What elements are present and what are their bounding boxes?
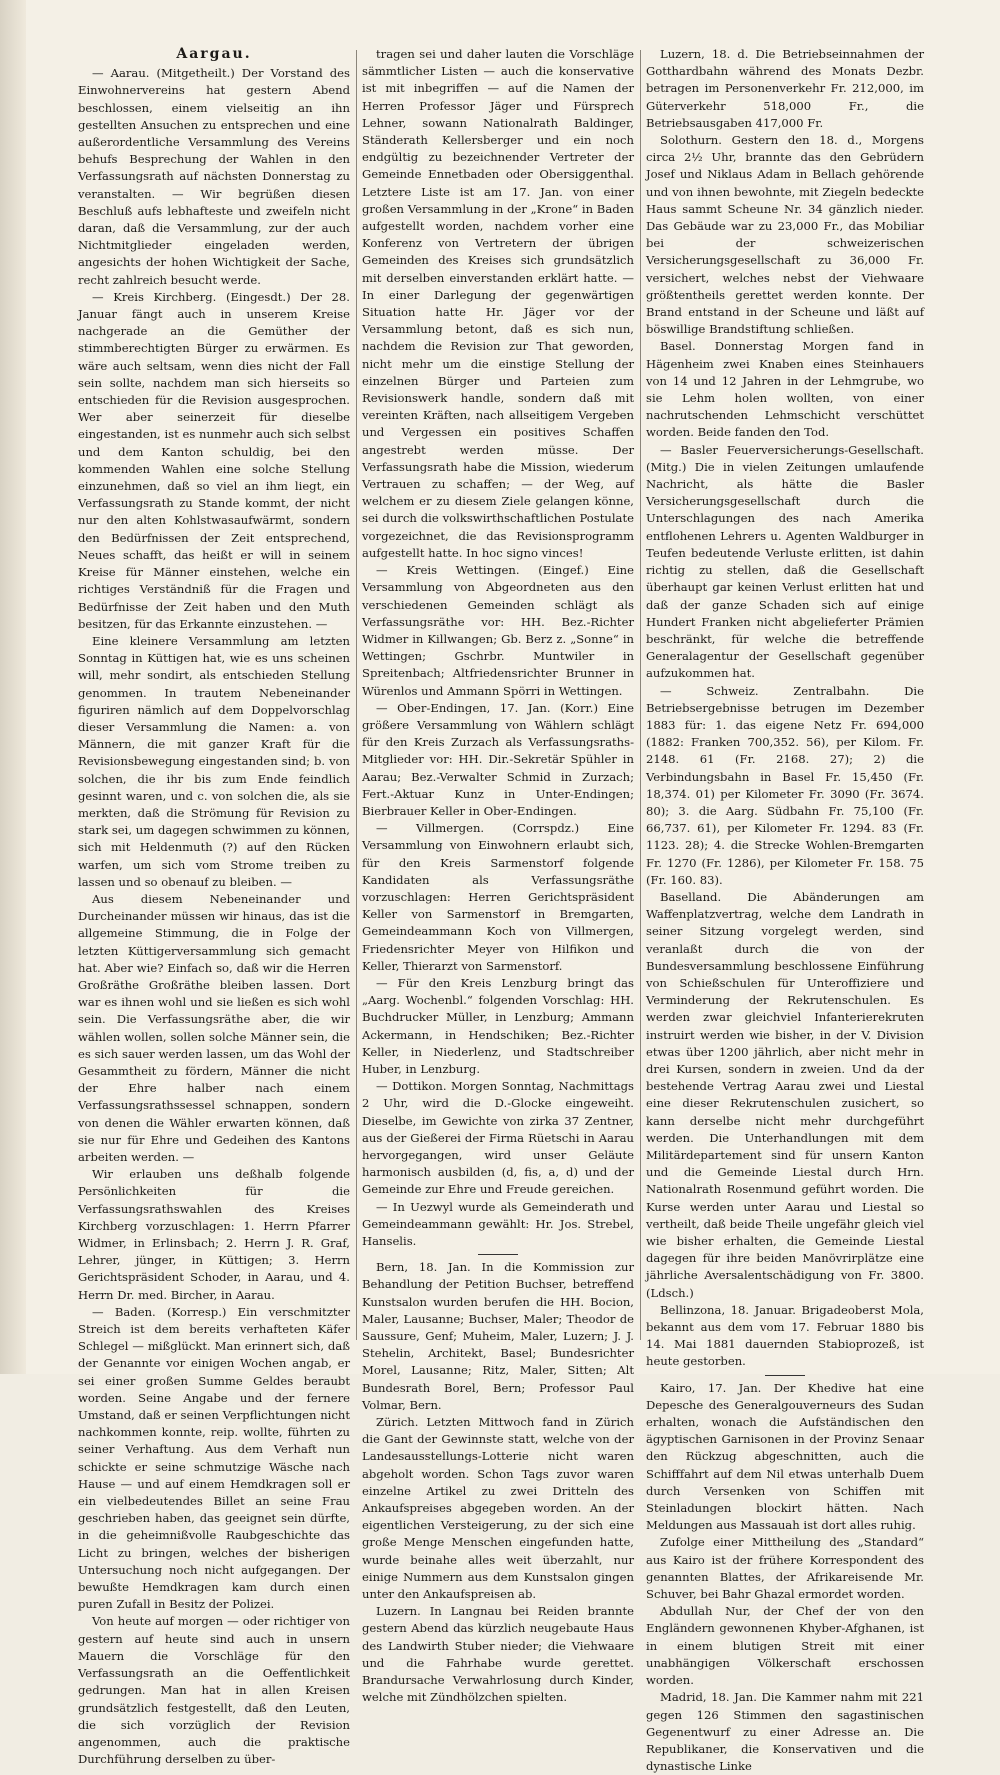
column-rule bbox=[640, 50, 641, 1340]
article-bern: Bern, 18. Jan. In die Kommission zur Behandlung der Petition Buchser, betreffend Kunstsalon wurden berufen die HH. Bocion, Maler, Lausanne; Buchser, Maler; Theodor de Saussure, Genf; Muheim, Maler, Luzern; J. J. Stehelin, Architekt, Basel; Bundesrichter Morel, Lausanne; Ritz, Maler, Sitten; Alt Bundesrath Borel, Bern; Professor Paul Volmar, Bern. bbox=[362, 1260, 634, 1412]
article-villmergen: — Villmergen. (Corrspdz.) Eine Versammlung von Einwohnern erlaubt sich, für den Kreis Sarmenstorf folgende Kandidaten als Verfassungsräthe vorzuschlagen: Herren Gerichtspräsident Keller von Sarmenstorf in Bremgarten, Gemeindeammann Koch von Villmergen, Friedensrichter Meyer von Hilfikon und Keller, Thierarzt von Sarmenstorf. bbox=[362, 821, 634, 973]
article-kuettigen: Eine kleinere Versammlung am letzten Sonntag in Küttigen hat, wie es uns scheinen will, mehr sondirt, als entschieden Stellung genommen. In trautem Nebeneinander figuriren nämlich auf dem Doppelvorschlag dieser Versammlung die Namen: a. von Männern, die mit ganzer Kraft für die Revisionsbewegung eingestanden sind; b. von solchen, die ihr bis zum Ende feindlich gesinnt waren, und c. von solchen die, als sie merkten, daß die Strömung für Revision zu stark sei, um dagegen schwimmen zu können, sich mit Heldenmuth (?) auf den Rücken warfen, um sich vom Strome treiben zu lassen und so obenauf zu bleiben. — bbox=[78, 633, 350, 889]
column-1 bbox=[78, 46, 350, 1767]
column-rule bbox=[356, 50, 357, 1340]
article-baselland: Baselland. Die Abänderungen am Waffenplatzvertrag, welche dem Landrath in seiner Sitzung vorgelegt werden, sind veranlaßt durch die von der Bundesversammlung beschlossene Einführung von Schießschulen für Unteroffiziere und Verminderung der Rekrutenschulen. Es werden zwar gleichviel Infanterierekruten instruirt werden wie bisher, in der V. Division etwas über 1200 jährlich, aber nicht mehr in drei Kursen, sondern in zweien. Und da der bestehende Vertrag Aarau zwei und Liestal eine dieser Rekrutenschulen zusichert, so kann derselbe nicht mehr durchgeführt werden. Die Unterhandlungen mit dem Militärdepartement sind für unsern Kanton und die Gemeinde Liestal durch Hrn. Nationalrath Rosenmund geführt worden. Die Kurse werden unter Aarau und Liestal so vertheilt, daß beide Theile ungefähr gleich viel wie bisher erhalten, die Gemeinde Liestal dagegen für ihre beiden Manövrirplätze eine jährliche Aversalentschädigung von Fr. 3800. (Ldsch.) bbox=[646, 889, 924, 1300]
article-lenzburg: — Für den Kreis Lenzburg bringt das „Aarg. Wochenbl.“ folgenden Vorschlag: HH. Buchdrucker Müller, in Lenzburg; Ammann Ackermann, in Hendschiken; Bez.-Richter Keller, in Niederlenz, und Stadtschreiber Huber, in Lenzburg. bbox=[362, 975, 634, 1076]
article-baden-cont: tragen sei und daher lauten die Vorschläge sämmtlicher Listen — auch die konservative ist mit inbegriffen — auf die Namen der Herren Professor Jäger und Fürsprech Lehner, sowann Nationalrath Baldinger, Ständerath Kellersberger und ein noch endgültig zu bezeichnender Vertreter der Gemeinde Ennetbaden oder Obersiggenthal. Letztere Liste ist am 17. Jan. von einer großen Versammlung in der „Krone“ in Baden aufgestellt worden, nachdem vorher eine Konferenz von Vertretern der übrigen Gemeinden des Kreises sich grundsätzlich mit derselben einverstanden erklärt hatte. — In einer Darlegung der gegenwärtigen Situation hatte Hr. Jäger vor der Versammlung betont, daß es sich nun, nachdem die Revision zur That geworden, nicht mehr um die einstige Stellung der einzelnen Bürger und Parteien zum Revisionswerk handle, sondern daß mit vereinten Kräften, nach allseitigem Vergeben und Vergessen ein positives Schaffen angestrebt werden müsse. Der Verfassungsrath habe die Mission, wiederum Vertrauen zu schaffen; — der Weg, auf welchem er zu diesem Ziele gelangen könne, sei durch die volkswirthschaftlichen Postulate vorgezeichnet, die das Revisionsprogramm aufgestellt hatte. In hoc signo vinces! bbox=[362, 47, 634, 560]
article-zentralbahn: — Schweiz. Zentralbahn. Die Betriebsergebnisse betrugen im Dezember 1883 für: 1. das eigene Netz Fr. 694,000 (1882: Franken 700,352. 56), per Kilom. Fr. 2148. 61 (Fr. 2168. 27); 2) die Verbindungsbahn in Basel Fr. 15,450 (Fr. 18,374. 01) per Kilometer Fr. 3090 (Fr. 3674. 80); 3. die Aarg. Südbahn Fr. 75,100 (Fr. 66,737. 61), per Kilometer Fr. 1294. 83 (Fr. 1123. 28); 4. die Strecke Wohlen-Bremgarten Fr. 1270 (Fr. 1286), per Kilometer Fr. 158. 75 (Fr. 160. 83). bbox=[646, 683, 924, 887]
column-3 bbox=[646, 46, 924, 1774]
article-kairo: Kairo, 17. Jan. Der Khedive hat eine Depesche des Generalgouverneurs des Sudan erhalten, wonach die Aufständischen den ägyptischen Garnisonen in der Provinz Senaar den Rückzug abgeschnitten, auch die Schifffahrt auf dem Nil etwas unterhalb Duem durch Versenken von Schiffen mit Steinladungen blockirt hätten. Nach Meldungen aus Massauah ist dort alles ruhig. bbox=[646, 1380, 924, 1533]
article-baden: — Baden. (Korresp.) Ein verschmitzter Streich ist dem bereits verhafteten Käfer Schlegel — mißglückt. Man erinnert sich, daß der Genannte vor einigen Wochen angab, er sei einer großen Summe Geldes beraubt worden. Seine Angabe und der fernere Umstand, daß er seinen Verpflichtungen nicht nachkommen konnte, reip. wollte, führten zu seiner Verhaftung. Aus dem Verhaft nun schickte er seine schmutzige Wäsche nach Hause — und auf einem Hemdkragen soll er ein vielbedeutendes Billet an seine Frau geschrieben haben, das geeignet sein dürfte, in die geheimnißvolle Raubgeschichte das Licht zu bringen, welches der bisherigen Untersuchung noch nicht aufgegangen. Der bewußte Hemdkragen kam durch einen puren Zufall in Besitz der Polizei. bbox=[78, 1304, 350, 1612]
article-nebeneinander: Aus diesem Nebeneinander und Durcheinander müssen wir hinaus, das ist die allgemeine Stimmung, die in Folge der letzten Küttigerversammlung sich gemacht hat. Aber wie? Einfach so, daß wir die Herren Großräthe Großräthe bleiben lassen. Dort war es ihnen wohl und sie ließen es sich wohl sein. Die Verfassungsräthe aber, die wir wählen wollen, sollen solche Männer sein, die es sich sauer werden lassen, um das Wohl der Gesammtheit zu fördern, Männer die nicht der Ehre halber nach einem Verfassungsrathssessel schnappen, sondern von denen die Wähler erwarten können, daß sie nur für Ehre und Gedeihen des Kantons arbeiten werden. — bbox=[78, 891, 350, 1164]
article-uezwyl: — In Uezwyl wurde als Gemeinderath und Gemeindeammann gewählt: Hr. Jos. Strebel, Hanselis. bbox=[362, 1199, 634, 1249]
article-bellinzona: Bellinzona, 18. Januar. Brigadeoberst Mola, bekannt aus dem vom 17. Februar 1880 bis 14. Mai 1881 dauernden Stabioprozeß, ist heute gestorben. bbox=[646, 1302, 924, 1369]
article-basel: Basel. Donnerstag Morgen fand in Hägenheim zwei Knaben eines Steinhauers von 14 und 12 Jahren in der Lehmgrube, wo sie Lehm holen wollten, von einer nachrutschenden Lehmschicht verschüttet worden. Beide fanden den Tod. bbox=[646, 339, 924, 440]
article-kirchberg: — Kreis Kirchberg. (Eingesdt.) Der 28. Januar fängt auch in unserem Kreise nachgerade an die Gemüther der stimmberechtigten Bürger zu erwärmen. Es wäre auch seltsam, wenn dies nicht der Fall sein sollte, nachdem man sich hierseits so entschieden für die Revision ausgesprochen. Wer aber seinerzeit für dieselbe eingestanden, ist es nunmehr auch sich selbst und dem Kanton schuldig, bei den kommenden Wahlen eine solche Stellung einzunehmen, daß so viel an ihm liegt, ein Verfassungsrath zu Stande kommt, der nicht nur den alten Kohlstwasaufwärmt, sondern den Bedürfnissen der Zeit entsprechend, Neues schafft, das heißt er will in seinem Kreise für Männer einstehen, welche ein richtiges Verständniß für die Fragen und Bedürfnisse der Zeit haben und den Muth besitzen, für das Erkannte einzustehen. — bbox=[78, 289, 350, 631]
divider bbox=[478, 1254, 518, 1255]
article-standard: Zufolge einer Mittheilung des „Standard“ aus Kairo ist der frühere Korrespondent des genannten Blattes, der Afrikareisende Mr. Schuver, bei Bahr Ghazal ermordet worden. bbox=[646, 1535, 924, 1602]
article-abdullah: Abdullah Nur, der Chef der von den Engländern gewonnenen Khyber-Afghanen, ist in einem blutigen Streit mit einer unabhängigen Völkerschaft erschossen worden. bbox=[646, 1604, 924, 1688]
article-luzern-gotthard: Luzern, 18. d. Die Betriebseinnahmen der Gotthardbahn während des Monats Dezbr. betragen im Personenverkehr Fr. 212,000, im Güterverkehr 518,000 Fr., die Betriebsausgaben 417,000 Fr. bbox=[646, 47, 924, 130]
article-ober-endingen: — Ober-Endingen, 17. Jan. (Korr.) Eine größere Versammlung von Wählern schlägt für den Kreis Zurzach als Verfassungsraths-Mitglieder vor: HH. Dir.-Sekretär Spühler in Aarau; Bez.-Verwalter Schmid in Zurzach; Fert.-Aktuar Kunz in Unter-Endingen; Bierbrauer Keller in Ober-Endingen. bbox=[362, 700, 634, 818]
article-basler-feuer: — Basler Feuerversicherungs-Gesellschaft. (Mitg.) Die in vielen Zeitungen umlaufende Nachricht, als hätte die Basler Versicherungsgesellschaft durch die Unterschlagungen des nach Amerika entflohenen Lehrers u. Agenten Waldburger in Teufen bedeutende Verluste erlitten, ist dahin richtig zu stellen, daß die Gesellschaft überhaupt gar keinen Verlust erlitten hat und daß der ganze Schaden sich auf einige Hundert Franken nicht abgelieferter Prämien beschränkt, für welche die betreffende Generalagentur der Gesellschaft gegenüber aufzukommen hat. bbox=[646, 442, 924, 681]
article-madrid: Madrid, 18. Jan. Die Kammer nahm mit 221 gegen 126 Stimmen den sagastinischen Gegenentwurf zu einer Adresse an. Die Republikaner, die Konservativen und die dynastische Linke bbox=[646, 1690, 924, 1774]
article-aarau: — Aarau. (Mitgetheilt.) Der Vorstand des Einwohnervereins hat gestern Abend beschlossen, einem vielseitig an ihn gestellten Ansuchen zu entsprechen und eine außerordentliche Versammlung des Vereins behufs Besprechung der Wahlen in den Verfassungsrath auf nächsten Donnerstag zu veranstalten. — Wir begrüßen diesen Beschluß aufs lebhafteste und zweifeln nicht daran, daß die Versammlung, zur der auch Nichtmitglieder eingeladen werden, angesichts der hohen Wichtigkeit der Sache, recht zahlreich besucht werde. bbox=[78, 66, 350, 287]
page-edge bbox=[0, 0, 26, 1374]
article-zuerich: Zürich. Letzten Mittwoch fand in Zürich die Gant der Gewinnste statt, welche von der Landesausstellungs-Lotterie nicht waren abgeholt worden. Schon Tags zuvor waren einzelne Artikel zu zwei Dritteln des Ankaufspreises abgegeben worden. An der eigentlichen Versteigerung, zu der sich eine große Menge Menschen eingefunden hatte, wurde beinahe alles weit überzahlt, nur einige Nummern aus dem Kunstsalon gingen unter den Ankaufspreisen ab. bbox=[362, 1415, 634, 1602]
article-vorschlag: Wir erlauben uns deßhalb folgende Persönlichkeiten für die Verfassungsrathswahlen des Kreises Kirchberg vorzuschlagen: 1. Herrn Pfarrer Widmer, in Erlinsbach; 2. Herrn J. R. Graf, Lehrer, jünger, in Küttigen; 3. Herrn Gerichtspräsident Schoder, in Aarau, und 4. Herrn Dr. med. Bircher, in Aarau. bbox=[78, 1167, 350, 1302]
article-luzern-langnau: Luzern. In Langnau bei Reiden brannte gestern Abend das kürzlich neugebaute Haus des Landwirth Stuber nieder; die Viehwaare und die Fahrhabe wurde gerettet. Brandursache Verwahrlosung durch Kinder, welche mit Zündhölzchen spielten. bbox=[362, 1604, 634, 1705]
section-title: Aargau. bbox=[176, 46, 252, 62]
article-dottikon: — Dottikon. Morgen Sonntag, Nachmittags 2 Uhr, wird die D.-Glocke eingeweiht. Dieselbe, im Gewichte von zirka 37 Zentner, aus der Gießerei der Firma Rüetschi in Aarau hervorgegangen, wird unser Geläute harmonisch ausbilden (d, fis, a, d) und der Gemeinde zur Ehre und Freude gereichen. bbox=[362, 1079, 634, 1197]
article-baden-vorschlaege: Von heute auf morgen — oder richtiger von gestern auf heute sind auch in unsern Mauern die Vorschläge für den Verfassungsrath an die Oeffentlichkeit gedrungen. Man hat in allen Kreisen grundsätzlich festgestellt, daß den Leuten, die sich vorzüglich der Revision angenommen, auch die praktische Durchführung derselben zu über- bbox=[78, 1614, 350, 1767]
divider bbox=[765, 1375, 805, 1376]
article-solothurn: Solothurn. Gestern den 18. d., Morgens circa 2½ Uhr, brannte das den Gebrüdern Josef und Niklaus Adam in Bellach gehörende und von ihnen bewohnte, mit Ziegeln bedeckte Haus sammt Scheune Nr. 34 gänzlich nieder. Das Gebäude war zu 23,000 Fr., das Mobiliar bei der schweizerischen Versicherungsgesellschaft zu 36,000 Fr. versichert, welches nebst der Viehwaare größtentheils gerettet werden konnte. Der Brand entstand in der Scheune und läßt auf böswillige Brandstiftung schließen. bbox=[646, 133, 924, 337]
column-2 bbox=[362, 46, 634, 1705]
article-wettingen: — Kreis Wettingen. (Eingef.) Eine Versammlung von Abgeordneten aus den verschiedenen Gemeinden schlägt als Verfassungsräthe vor: HH. Bez.-Richter Widmer in Killwangen; Gb. Berz z. „Sonne“ in Wettingen; Gschrbr. Muntwiler in Spreitenbach; Altfriedensrichter Brunner in Würenlos und Ammann Spörri in Wettingen. bbox=[362, 563, 634, 698]
